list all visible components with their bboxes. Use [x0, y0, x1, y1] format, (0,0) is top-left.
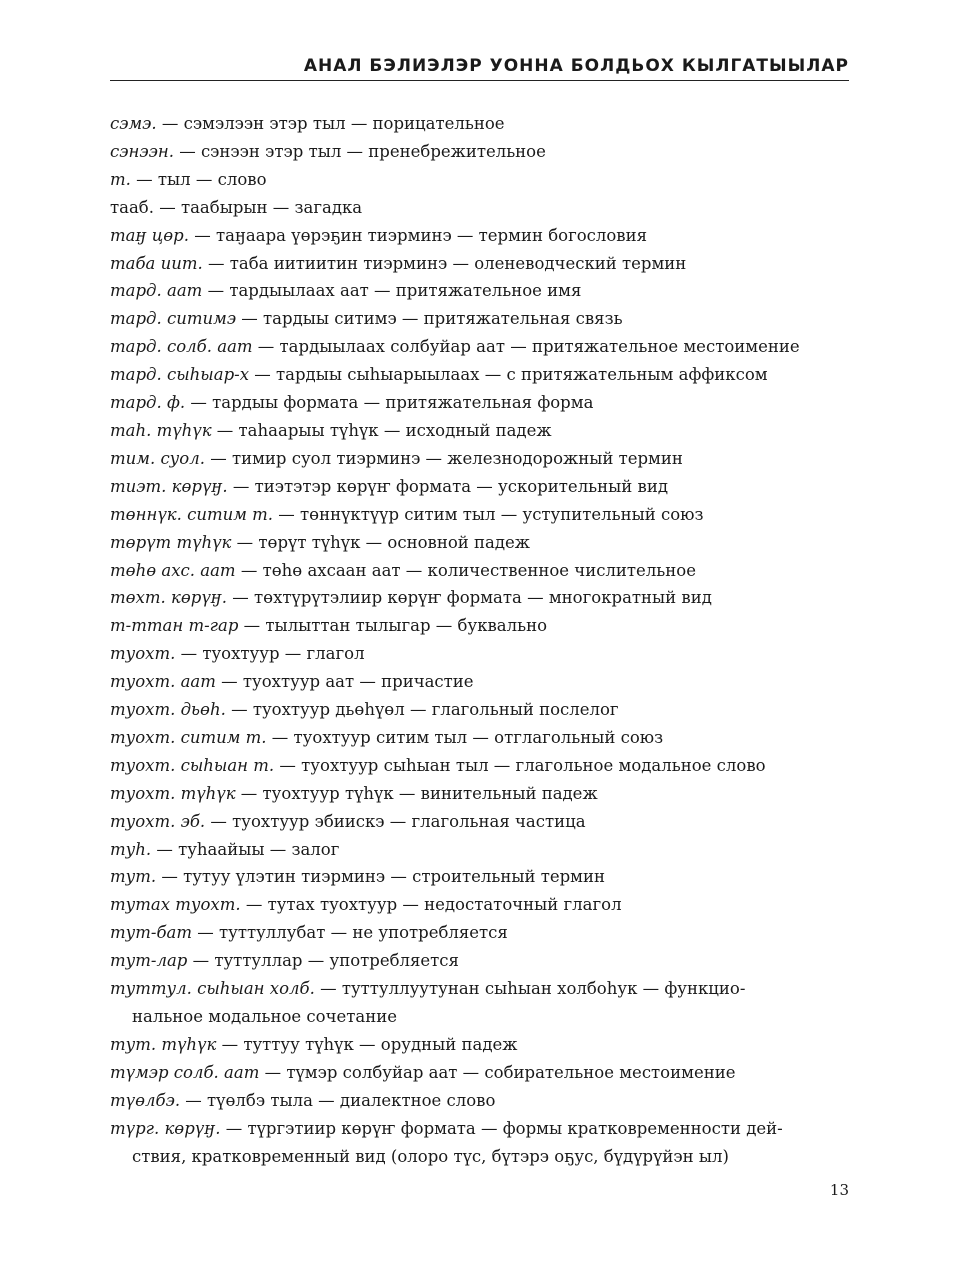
entry-abbreviation: туһ. — [110, 839, 152, 859]
entry-abbreviation: таӈ цөр. — [110, 225, 189, 245]
entry-abbreviation: тард. ф. — [110, 393, 186, 413]
entry-abbreviation: тард. ситимэ — [110, 309, 237, 329]
list-item — [110, 947, 850, 975]
list-item — [110, 361, 850, 389]
entry-continuation: нальное модальное сочетание — [132, 1007, 397, 1026]
entry-abbreviation: тиэт. көрүӈ. — [110, 476, 228, 496]
list-item — [110, 557, 850, 585]
list-item — [110, 724, 850, 752]
entry-abbreviation: таба иит. — [110, 253, 203, 273]
entry-expansion: — тиэтэтэр көрүҥ формата — ускорительный вид — [227, 476, 668, 496]
list-item — [110, 612, 850, 640]
list-item — [110, 529, 850, 557]
list-item — [110, 1059, 850, 1087]
list-item — [110, 194, 850, 222]
list-item — [110, 110, 850, 138]
list-item — [110, 138, 850, 166]
entry-expansion: — туохтуур дьөһүөл — глагольный послелог — [225, 700, 619, 720]
list-item — [110, 445, 850, 473]
list-item — [110, 836, 850, 864]
entry-expansion: — туохтуур аат — причастие — [215, 672, 474, 692]
entry-continuation: ствия, кратковременный вид (олоро түс, бүтэрэ оҕус, бүдүрүйэн ыл) — [132, 1146, 729, 1166]
entry-abbreviation: т. — [110, 169, 131, 189]
entry-expansion: — таба иитиитин тиэрминэ — оленеводческий термин — [202, 253, 687, 273]
entry-expansion: — тардыылаах солбуйар аат — притяжательное местоимение — [252, 337, 800, 357]
entry-expansion: — тардыы сыһыарыылаах — с притяжательным аффиксом — [249, 365, 768, 385]
list-item — [110, 1031, 850, 1059]
list-item — [110, 389, 850, 417]
entry-abbreviation: тут-лар — [110, 951, 188, 971]
entry-expansion: — тардыылаах аат — притяжательное имя — [202, 281, 582, 301]
abbreviation-list — [110, 110, 850, 1170]
entry-expansion: — тыл — слово — [130, 169, 267, 189]
list-item — [110, 473, 850, 501]
list-item — [110, 919, 850, 947]
entry-abbreviation: тард. солб. аат — [110, 337, 253, 357]
entry-abbreviation: түмэр солб. аат — [110, 1062, 260, 1082]
list-item — [110, 780, 850, 808]
entry-abbreviation: туохт. дьөһ. — [110, 700, 226, 720]
list-item — [110, 1087, 850, 1115]
entry-expansion: — тардыы формата — притяжательная форма — [185, 393, 594, 413]
list-item — [110, 891, 850, 919]
entry-abbreviation: туттул. сыһыан холб. — [110, 979, 315, 999]
entry-abbreviation: туохт. — [110, 644, 176, 664]
list-item — [110, 417, 850, 445]
entry-abbreviation: төннүк. ситим т. — [110, 504, 274, 524]
entry-abbreviation: төрүт түһүк — [110, 532, 232, 552]
list-item — [110, 305, 850, 333]
entry-expansion: — түргэтиир көрүҥ формата — формы кратковременности дей- — [220, 1118, 783, 1138]
entry-expansion: — сэмэлээн этэр тыл — порицательное — [156, 114, 505, 133]
entry-expansion: — туохтуур түһүк — винительный падеж — [235, 783, 598, 803]
entry-abbreviation: туохт. сыһыан т. — [110, 755, 275, 775]
entry-expansion: — туттуллуутунан сыһыан холбоһук — функцио- — [314, 979, 746, 999]
entry-expansion: — төһө ахсаан аат — количественное числительное — [235, 560, 696, 580]
entry-abbreviation: туохт. түһүк — [110, 783, 236, 803]
entry-abbreviation: тут-бат — [110, 923, 192, 943]
entry-expansion: — тутуу үлэтин тиэрминэ — строительный термин — [156, 867, 606, 887]
entry-abbreviation: түрг. көрүӈ. — [110, 1118, 221, 1138]
list-item — [110, 808, 850, 836]
entry-expansion: — тардыы ситимэ — притяжательная связь — [236, 309, 623, 329]
entry-expansion: — туохтуур ситим тыл — отглагольный союз — [266, 727, 664, 747]
entry-abbreviation: тим. суол. — [110, 448, 205, 468]
list-item — [110, 1115, 850, 1143]
entry-abbreviation: тард. аат — [110, 281, 203, 301]
entry-expansion: — туттуллар — употребляется — [187, 951, 459, 971]
entry-expansion: тааб. — таабырын — загадка — [110, 197, 363, 217]
list-item — [110, 975, 850, 1003]
list-item — [110, 863, 850, 891]
entry-expansion: — түмэр солбуйар аат — собирательное местоимение — [259, 1062, 736, 1082]
entry-expansion: — таһаарыы түһүк — исходный падеж — [211, 420, 552, 440]
entry-abbreviation: туохт. аат — [110, 672, 216, 692]
list-item — [110, 166, 850, 194]
entry-abbreviation: түөлбэ. — [110, 1090, 181, 1110]
entry-expansion: — туттуу түһүк — орудный падеж — [216, 1034, 518, 1054]
entry-abbreviation: тут. — [110, 867, 157, 887]
entry-expansion: — таӈаара үөрэҕин тиэрминэ — термин богословия — [188, 225, 647, 245]
running-header — [110, 52, 849, 81]
list-item — [110, 222, 850, 250]
entry-abbreviation: төһө ахс. аат — [110, 560, 236, 580]
list-item — [110, 501, 850, 529]
entry-abbreviation: тут. түһүк — [110, 1034, 217, 1054]
list-item — [110, 668, 850, 696]
entry-expansion: — тутах туохтуур — недостаточный глагол — [240, 895, 622, 915]
list-item — [110, 333, 850, 361]
entry-abbreviation: төхт. көрүӈ. — [110, 588, 228, 608]
entry-expansion: — туһаайыы — залог — [151, 839, 340, 859]
entry-expansion: — тылыттан тылыгар — буквально — [238, 616, 548, 636]
list-item — [110, 277, 850, 305]
entry-abbreviation: тутах туохт. — [110, 895, 241, 915]
entry-expansion: — төрүт түһүк — основной падеж — [231, 532, 530, 552]
header-title: АНАЛ БЭЛИЭЛЭР УОННА БОЛДЬОХ КЫЛГАТЫЫЛАР — [303, 56, 849, 76]
entry-abbreviation: тард. сыһыар-х — [110, 365, 250, 385]
entry-expansion: — түөлбэ тыла — диалектное слово — [180, 1090, 496, 1110]
entry-expansion: — сэнээн этэр тыл — пренебрежительное — [173, 141, 546, 161]
entry-expansion: — туттуллубат — не употребляется — [192, 923, 508, 943]
list-item — [110, 250, 850, 278]
list-item — [110, 752, 850, 780]
entry-expansion: — төннүктүүр ситим тыл — уступительный союз — [273, 504, 704, 524]
entry-abbreviation: таһ. түһүк — [110, 420, 212, 440]
entry-expansion: — тимир суол тиэрминэ — железнодорожный термин — [204, 448, 683, 468]
page-number: 13 — [829, 1181, 849, 1199]
entry-abbreviation: сэмэ. — [110, 114, 157, 133]
entry-abbreviation: туохт. ситим т. — [110, 727, 267, 747]
list-item — [110, 696, 850, 724]
entry-expansion: — туохтуур сыһыан тыл — глагольное модальное слово — [274, 755, 766, 775]
entry-expansion: — төхтүрүтэлиир көрүҥ формата — многократный вид — [227, 588, 712, 608]
list-item — [110, 640, 850, 668]
entry-abbreviation: сэнээн. — [110, 141, 174, 161]
entry-expansion: — туохтуур — глагол — [175, 644, 365, 664]
list-item — [110, 584, 850, 612]
entry-abbreviation: туохт. эб. — [110, 811, 206, 831]
entry-expansion: — туохтуур эбиискэ — глагольная частица — [205, 811, 586, 831]
entry-abbreviation: т-ттан т-гар — [110, 616, 239, 636]
